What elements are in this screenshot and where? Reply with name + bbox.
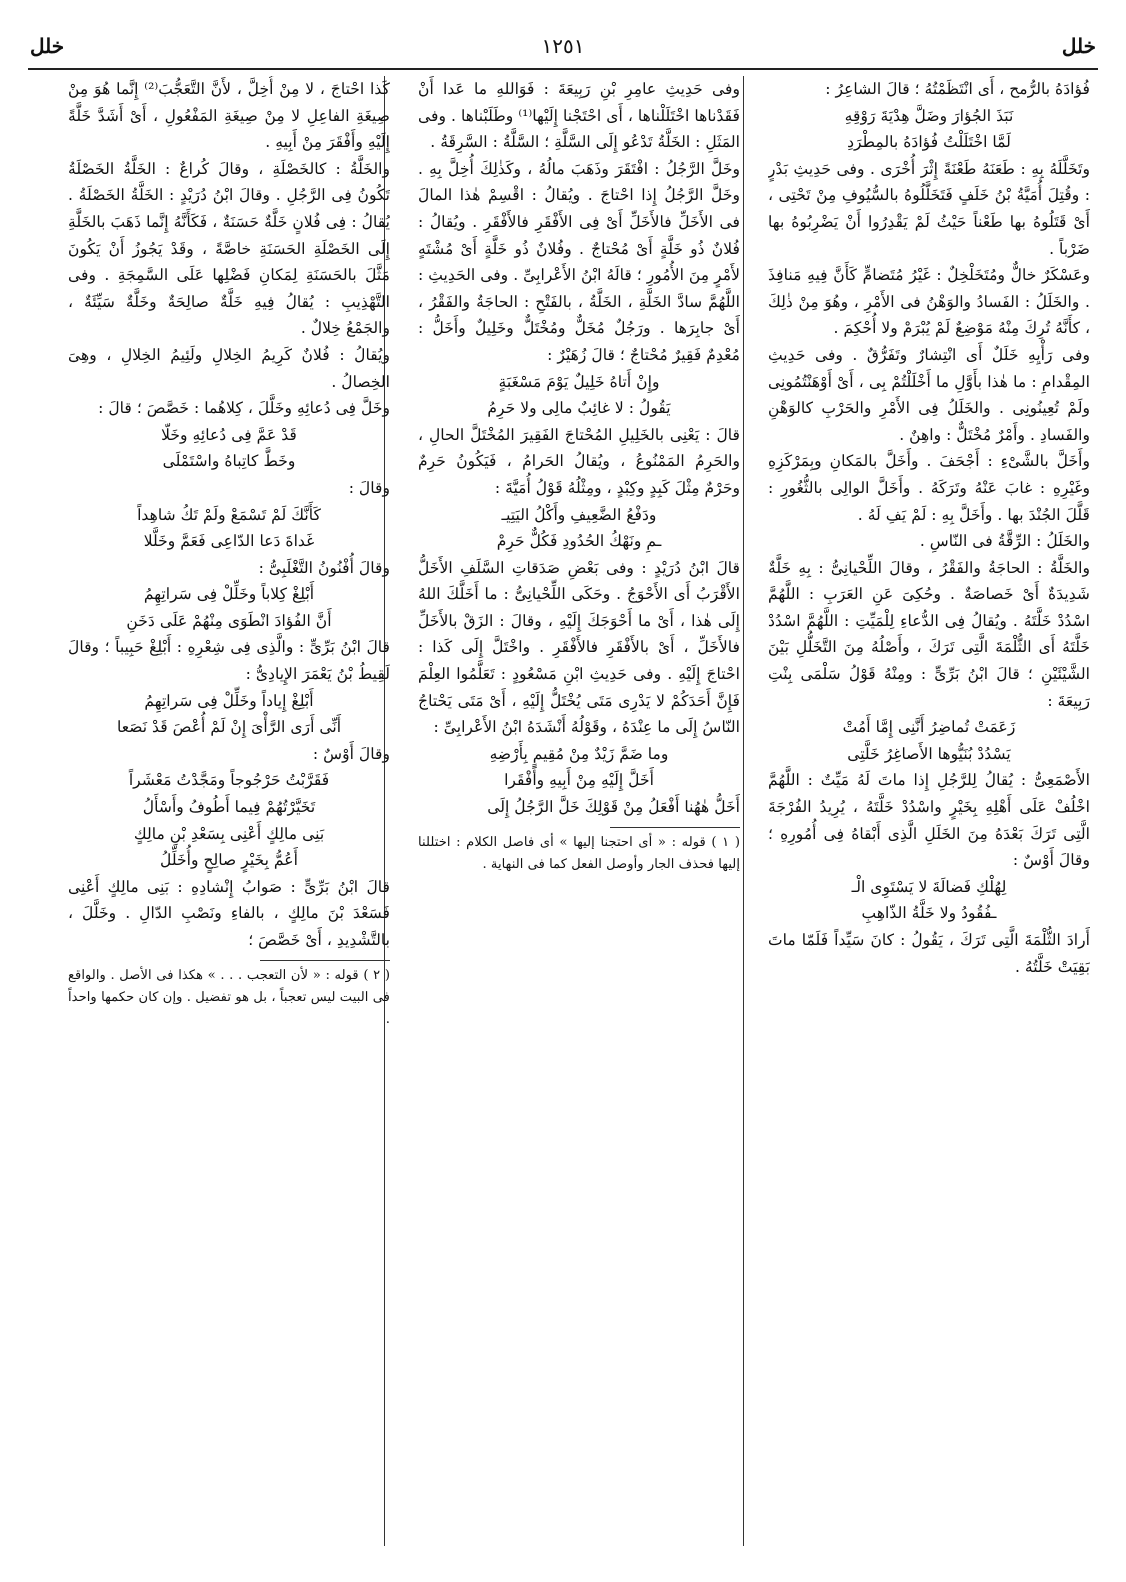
verse-line: غَداةَ دَعا الدّاعِى فَعَمَّ وخَلَّلا [143, 532, 315, 551]
verse-line: ودَفْعُ الضَّعِيفِ وأَكْلُ اليَتِيـ [501, 505, 657, 524]
page-number: ١٢٥١ [541, 34, 585, 58]
header-root-word-left: خلل [30, 34, 65, 58]
verse-line: ـمِ ونَهْكُ الحُدُودِ فَكُلٌّ حَرِمْ [496, 532, 662, 551]
paragraph: ويُقالُ : فُلانٌ كَرِيمُ الخِلالِ ولَئِيمُ الخِلالِ ، وهِىَ الخِصالُ . [68, 345, 390, 391]
header-rule [28, 68, 1098, 70]
footnote-rule [260, 960, 390, 961]
verse-line: أَعُمُّ بِخَيْرٍ صالِحٍ وأُخَلِّلُ [160, 851, 298, 870]
verse-line: ـفُقُودُ ولا خَلَّةُ الذّاهِبِ [861, 904, 997, 923]
verse-line: نَبَذَ الجُؤارَ وضَلَّ هِدْيَةَ رَوْقِهِ [844, 106, 1014, 125]
paragraph: وتَخَلَّلَهُ بِهِ : طَعَنَهُ طَعْنَةً إِثْرَ أُخْرَى . وفى حَدِيثِ بَدْرٍ : وقُتِلَ أُمَيَّةُ بْنُ خَلَفٍ فَتَخَلَّلُوهُ بالسُّيُوفِ مِنْ تَحْتِى ، أَىْ قَتَلُوهُ بها طَعْناً حَيْثُ لَمْ يَقْدِرُوا أَنْ يَضْرِبُوهُ بها ضَرْباً . [768, 159, 1090, 258]
paragraph: والخَلَلُ : الرِّقَّةُ فى النّاسِ . [919, 532, 1090, 551]
paragraph: وخَلَّ الرَّجُلُ : افْتَقَرَ وذَهَبَ مالُهُ ، وكَذٰلِكَ أُخِلَّ بِهِ . وخَلَّ الرَّجُلُ إِذا احْتاجَ . ويُقالُ : اقْسِمْ هٰذا المالَ فى الأَخَلِّ فالأَخَلِّ أَىْ فِى الأَفْقَرِ فالأَفْقَرِ . ويُقالُ : فُلانٌ ذُو خَلَّةٍ أَىْ مُحْتاجٌ . وفُلانٌ ذُو خَلَّةٍ أَىْ مُشْتَهٍ لأَمْرٍ مِنَ الأُمُورِ ؛ قالَهُ ابْنُ الأَعْرابِىِّ . وفى الحَدِيثِ : اللَّهُمَّ سادَّ الخَلَّةِ ، الخَلَّةُ ، بالفَتْحِ : الحاجَةُ والفَقْرُ ، أَىْ جابِرَها . ورَجُلٌ مُخَلٌّ ومُخْتَلٌّ وخَلِيلٌ وأَخَلُّ : مُعْدِمٌ فَقِيرٌ مُحْتاجٌ ؛ قالَ زُهَيْرٌ : [418, 159, 740, 364]
verse-line: تَخَيَّرْتُهُمْ فِيما أَطُوفُ وأَسْأَلُ [142, 798, 316, 817]
paragraph: فُؤادَهُ بالرُّمح ، أَى انْتَظَمْتُهُ ؛ قالَ الشاعِرُ : [825, 80, 1090, 98]
verse-line: يَقُولُ : لا غائِبٌ مالِى ولا حَرِمُ [487, 399, 671, 418]
paragraph: والخَلَّةُ : الحاجَةُ والفَقْرُ ، وقالَ اللِّحْيانِىُّ : بِهِ خَلَّةٌ شَدِيدَةٌ أَىْ خَصاصَةٌ . وحُكِىَ عَنِ العَرَبِ : اللَّهُمَّ اسْدُدْ خَلَّتَهُ . ويُقالُ فِى الدُّعاءِ لِلْمَيِّتِ : اللَّهُمَّ اسْدُدْ خَلَّتَهُ أَى الثُّلْمَةَ الَّتِى تَرَكَ ، وأَصْلُهُ مِنَ التَّخَلُّلِ بَيْنَ الشَّيْئَيْنِ ؛ قالَ ابْنُ بَرِّىٍّ : ومِنْهُ قَوْلُ سَلْمَى بِنْتِ رَبِيعَةَ : [768, 558, 1090, 710]
paragraph: أَخَلُّ هٰهُنا أَفْعَلُ مِنْ قَوْلِكَ خَلَّ الرَّجُلُ إِلَى [487, 798, 740, 817]
paragraph: الأَصْمَعِىُّ : يُقالُ لِلرَّجُلِ إِذا ماتَ لَهُ مَيِّتٌ : اللَّهُمَّ اخْلُفْ عَلَى أَهْلِهِ بِخَيْرٍ واسْدُدْ خَلَّتَهُ ، يُرِيدُ الفُرْجَةَ الَّتِى تَرَكَ بَعْدَهُ مِنَ الخَلَلِ الَّذِى أَبْقاهُ فِى أُمُورِهِ ؛ وقالَ أَوْسٌ : [768, 771, 1090, 870]
footnote: ( ١ ) قوله : « أى احتجنا إليها » أى فاصل الكلام : اختللنا إليها فحذف الجار وأوصل الفعل كما فى النهاية . [418, 834, 740, 872]
verse-line: وخَطَّ كاتِباهُ واسْتَمْلَى [162, 452, 296, 471]
verse-line: زَعَمَتْ تُماضِرُ أَنَّنِى إِمَّا أَمُتْ [842, 718, 1016, 737]
paragraph: وخَلَّ فِى دُعائِهِ وخَلَّلَ ، كِلاهُما : خَصَّصَ ؛ قالَ : [98, 399, 390, 418]
footnote: ( ٢ ) قوله : « لأن التعجب . . . » هكذا فى الأصل . والواقع فى البيت ليس تعجباً ، بل هو تفضيل . وإن كان حكمها واحداً . [68, 967, 390, 1027]
column-separator [743, 76, 744, 1546]
verse-line: يَسْدُدْ بُنَيُّوها الأَصاغِرُ خَلَّتِى [847, 744, 1011, 763]
page-header [28, 34, 1098, 68]
verse-line: بَنِى مالِكٍ أَعْنِى بِسَعْدِ بْنِ مالِكٍ [133, 824, 325, 843]
paragraph: وقالَ : [348, 478, 390, 497]
column-middle [418, 76, 740, 1546]
verse-line: أَخَلَّ إِلَيْهِ مِنْ أَبِيهِ وأَفْقَرا [504, 771, 654, 790]
paragraph: قالَ ابْنُ بَرِّىٍّ : والَّذِى فِى شِعْرِهِ : أَبْلِغْ حَبِيباً ؛ وقالَ لَقِيطُ بْنُ يَعْمَرَ الإِيادِىُّ : [68, 638, 390, 684]
column-left [68, 76, 390, 1546]
verse-line: أَبْلِغْ كِلاباً وخَلِّلْ فِى سَراتِهِمُ [143, 585, 315, 604]
paragraph: قالَ : يَعْنِى بالخَلِيلِ المُحْتاجَ الفَقِيرَ المُخْتَلَّ الحالِ ، والحَرِمُ المَمْنُوعُ ، ويُقالُ الحَرامُ ، فَيَكُونُ حَرِمٌ وحَرْمٌ مِثْلَ كَبِدٍ وكِبْدٍ ، ومِثْلُهُ قَوْلُ أُمَيَّةَ : [418, 425, 740, 497]
paragraph: أَرادَ الثُّلْمَةَ الَّتِى تَرَكَ ، يَقُولُ : كانَ سَيِّداً فَلَمّا ماتَ بَقِيَتْ خَلَّتُهُ . [768, 931, 1090, 976]
paragraph: وأَخَلَّ بالشَّىْءِ : أَجْحَفَ . وأَخَلَّ بالمَكانِ وبِمَرْكَزِهِ وغَيْرِهِ : غابَ عَنْهُ وتَرَكَهُ . وأَخَلَّ الوالِى بالثُّغُورِ : قَلَّلَ الجُنْدَ بها . وأَخَلَّ بِهِ : لَمْ يَفِ لَهُ . [768, 452, 1090, 524]
verse-line: وإِنْ أَتاهُ خَلِيلٌ يَوْمَ مَسْغَبَةٍ [498, 372, 660, 391]
verse-line: لِهُلْكِ فَضالَةَ لا يَسْتَوِى الْـ [851, 877, 1007, 896]
verse-line: قَدْ عَمَّ فِى دُعائِهِ وخَلّا [161, 425, 297, 444]
column-right [768, 76, 1090, 1546]
paragraph: وفى رَأْيِهِ خَلَلٌ أَى انْتِشارٌ وتَفَرُّقٌ . وفى حَدِيثِ المِقْدامِ : ما هٰذا بأَوَّلِ ما أَخْلَلْتُمْ بِى ، أَىْ أَوْهَنْتُمُونِى ولَمْ تُعِينُونِى . والخَلَلُ فِى الأَمْرِ والحَرْبِ كالوَهْنِ والفَسادِ . وأَمْرٌ مُخْتَلٌّ : واهِنٌ . [768, 345, 1090, 444]
paragraph: قالَ ابْنُ بَرِّىٍّ : صَوابُ إِنْشادِهِ : بَنِى مالِكٍ أَعْنِى فَسَعْدَ بْنَ مالِكٍ ، بالفاءِ ونَصْبِ الدّالِ . وخَلَّلَ ، بالتَّشْدِيدِ ، أَىْ خَصَّصَ ؛ [68, 877, 390, 949]
verse-line: فَقَرَّبْتُ حَرْجُوجاً ومَجَّدْتُ مَعْشَراً [128, 771, 330, 790]
paragraph: وقالَ أَوْسٌ : [312, 744, 390, 763]
paragraph: والخَلَّةُ : كالخَصْلَةِ ، وقالَ كُراعٌ : الخَلَّةُ الخَصْلَةُ تَكُونُ فِى الرَّجُلِ . وقالَ ابْنُ دُرَيْدٍ : الخَلَّةُ الخَصْلَةُ . يُقالُ : فِى فُلانٍ خَلَّةٌ حَسَنَةٌ ، فَكَأَنَّهُ إِنَّما ذَهَبَ بالخَلَّةِ إِلَى الخَصْلَةِ الحَسَنَةِ خاصَّةً ، وقَدْ يَجُوزُ أَنْ يَكُونَ مَثَّلَ بالحَسَنَةِ لِمَكانِ فَضْلِها عَلَى السَّمِجَةِ . وفى التَّهْذِيبِ : يُقالُ فِيهِ خَلَّةٌ صالِحَةٌ وخَلَّةٌ سَيِّئَةٌ ، والجَمْعُ خِلالٌ . [68, 159, 390, 338]
footnote-rule [610, 827, 740, 828]
paragraph: وعَسْكَرٌ خالٌّ ومُتَخَلْخِلٌ : غَيْرُ مُتَضامٍّ كَأَنَّ فِيهِ مَنافِذَ . والخَلَلُ : الفَسادُ والوَهْنُ فى الأَمْرِ ، وهُوَ مِنْ ذٰلِكَ ، كأَنَّهُ تُرِكَ مِنْهُ مَوْضِعٌ لَمْ يُبْرَمْ ولا أُحْكِمَ . [768, 266, 1090, 338]
header-root-word-right: خلل [1061, 34, 1096, 58]
paragraph: قالَ ابْنُ دُرَيْدٍ : وفى بَعْضِ صَدَقاتِ السَّلَفِ الأَخَلُّ الأَقْرَبُ أَى الأَحْوَجُ . وحَكَى اللِّحْيانِىُّ : ما أَخَلَّكَ اللهُ إِلَى هٰذا ، أَىْ ما أَحْوَجَكَ إِلَيْهِ ، وقالَ : الزَقْ بالأَخَلِّ فالأَخَلِّ ، أَىْ بالأَفْقَرِ فالأَفْقَرِ . واخْتَلَّ إِلَى كَذا : احْتاجَ إِلَيْهِ . وفى حَدِيثِ ابْنِ مَسْعُودٍ : تَعَلَّمُوا العِلْمَ فَإِنَّ أَحَدَكُمْ لا يَدْرِى مَتَى يُخْتَلُّ إِلَيْهِ ، أَىْ مَتَى يَحْتاجُ النّاسُ إِلَى ما عِنْدَهُ ، وقَوْلُهُ أَنْشَدَهُ ابْنُ الأَعْرابِىِّ : [418, 558, 740, 737]
paragraph: وقالَ أُفْنُونُ التَّغْلَبِىُّ : [258, 558, 390, 577]
verse-line: أَنَّ الفُؤادَ انْطَوَى مِنْهُمْ عَلَى دَخَنِ [126, 611, 332, 630]
paragraph: كَذا احْتاجَ ، لا مِنْ أُخِلَّ ، لأَنَّ التَّعَجُّبَ⁽²⁾ إِنَّما هُوَ مِنْ صِيغَةِ الفاعِلِ لا مِنْ صِيغَةِ المَفْعُولِ ، أَىْ أَشَدَّ خَلَّةً إِلَيْهِ وأَفْقَرَ مِنْ أَبِيهِ . [68, 80, 390, 152]
verse-line: أَنِّى أَرَى الرَّأْىَ إِنْ لَمْ أُعْصَ قَدْ نَصَعا [116, 718, 342, 737]
paragraph: وفى حَدِيثِ عامِرِ بْنِ رَبِيعَةَ : فَوَاللهِ ما عَدا أَنْ فَقَدْناها اخْتَلَلْناها ، أَى احْتَجْنا إِلَيْها⁽¹⁾ وطَلَبْناها . وفى المَثَلِ : الخَلَّةُ تَدْعُو إِلَى السَّلَّةِ ؛ السَّلَّةُ : السَّرِقَةُ . [418, 80, 740, 152]
verse-line: لَمَّا اخْتَلَلْتُ فُؤادَهُ بالمِطْرَدِ [847, 133, 1011, 152]
verse-line: أَبْلِغْ إِياداً وخَلِّلْ فِى سَراتِهِمُ [144, 691, 314, 710]
verse-line: وما ضَمَّ زَيْدٌ مِنْ مُقِيمٍ بِأَرْضِهِ [489, 744, 669, 763]
verse-line: كَأَنَّكَ لَمْ تَسْمَعْ ولَمْ تَكُ شاهِداً [137, 505, 321, 524]
